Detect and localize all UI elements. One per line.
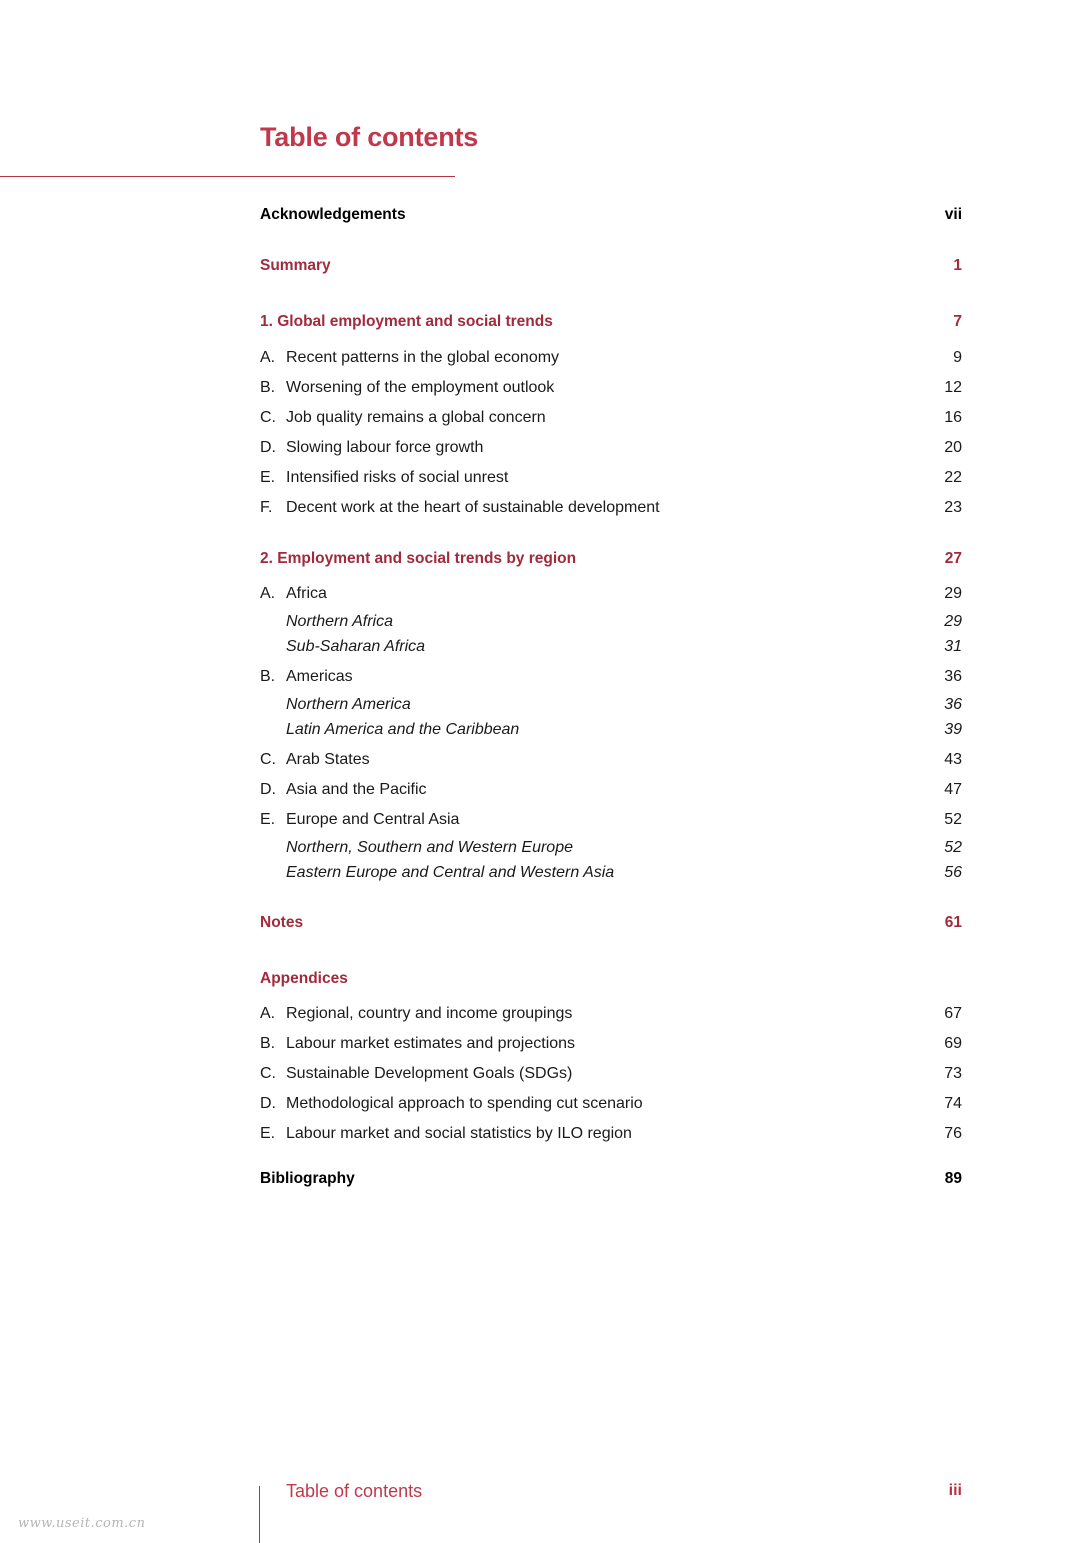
toc-item[interactable] [260,579,962,609]
toc-item[interactable] [260,775,962,805]
toc-entry-notes[interactable] [260,908,962,938]
toc-item-letter: E. [260,469,276,486]
toc-item-page: 74 [944,1095,962,1112]
title-divider [0,176,455,177]
toc-item-letter: A. [260,585,276,602]
watermark: www.useit.com.cn [18,1516,146,1531]
toc-item-page: 69 [944,1035,962,1052]
toc-item-page: 47 [944,781,962,798]
toc-item-label: Labour market and social statistics by ILO region [286,1125,632,1142]
toc-item-page: 43 [944,751,962,768]
table-of-contents [260,200,962,1194]
page-title: Table of contents [260,122,479,152]
toc-subitem[interactable] [260,692,962,717]
toc-subitem-page: 52 [944,839,962,856]
toc-item-letter: C. [260,1065,276,1082]
toc-item-page: 20 [944,439,962,456]
toc-item[interactable] [260,343,962,373]
toc-item-label: Europe and Central Asia [286,811,460,828]
toc-item[interactable] [260,1089,962,1119]
toc-chapter-2[interactable] [260,544,962,574]
toc-item-label: Regional, country and income groupings [286,1005,573,1022]
toc-subitem-label: Sub-Saharan Africa [286,638,426,655]
toc-subitem-page: 39 [944,721,962,738]
toc-item-page: 22 [944,469,962,486]
toc-subitem[interactable] [260,634,962,659]
toc-item-letter: D. [260,1095,276,1112]
toc-subitem[interactable] [260,835,962,860]
toc-item[interactable] [260,403,962,433]
toc-item-letter: F. [260,499,273,516]
footer-page-number: iii [948,1482,962,1499]
toc-appendices-items [260,999,962,1149]
toc-entry-label: 2. Employment and social trends by region [260,550,577,567]
toc-item-letter: C. [260,751,276,768]
toc-item-page: 23 [944,499,962,516]
toc-chapter-1-items [260,343,962,523]
toc-entry-label: 1. Global employment and social trends [260,313,553,330]
toc-item-page: 29 [944,585,962,602]
toc-item-letter: E. [260,811,276,828]
toc-entry-acknowledgements[interactable] [260,200,962,230]
toc-item-label: Recent patterns in the global economy [286,349,560,366]
toc-entry-label: Appendices [260,970,348,987]
toc-entry-page: vii [944,206,962,223]
toc-item-label: Sustainable Development Goals (SDGs) [286,1065,573,1082]
toc-item-page: 73 [944,1065,962,1082]
toc-item-letter: B. [260,1035,276,1052]
toc-item-letter: A. [260,1005,276,1022]
toc-subitem-page: 31 [944,638,962,655]
toc-item-letter: B. [260,668,276,685]
toc-item[interactable] [260,999,962,1029]
toc-item[interactable] [260,373,962,403]
toc-item-letter: D. [260,439,276,456]
toc-entry-page: 61 [944,914,962,931]
toc-item[interactable] [260,1119,962,1149]
toc-item-page: 9 [953,349,962,366]
toc-item-page: 36 [944,668,962,685]
toc-item-page: 12 [944,379,962,396]
toc-item[interactable] [260,1059,962,1089]
toc-subitem-page: 36 [944,696,962,713]
toc-item-label: Job quality remains a global concern [286,409,546,426]
footer-title: Table of contents [286,1481,423,1501]
toc-subitem-label: Eastern Europe and Central and Western Asia [286,864,615,881]
toc-entry-label: Summary [260,257,331,274]
toc-item-label: Slowing labour force growth [286,439,484,456]
toc-item-label: Americas [286,668,353,685]
toc-subitem-label: Northern, Southern and Western Europe [286,839,573,856]
toc-entry-summary[interactable] [260,251,962,281]
toc-subitem[interactable] [260,609,962,634]
toc-item[interactable] [260,662,962,692]
toc-item-page: 67 [944,1005,962,1022]
toc-subitem-label: Latin America and the Caribbean [286,721,520,738]
toc-entry-label: Acknowledgements [260,206,406,223]
toc-entry-bibliography[interactable] [260,1164,962,1194]
toc-item[interactable] [260,1029,962,1059]
toc-item-label: Decent work at the heart of sustainable development [286,499,660,516]
toc-entry-page: 89 [944,1170,962,1187]
toc-chapter-1[interactable] [260,307,962,337]
toc-item[interactable] [260,745,962,775]
toc-chapter-2-items [260,579,962,885]
toc-subitem-label: Northern America [286,696,411,713]
footer-divider [259,1486,260,1543]
toc-item-letter: E. [260,1125,276,1142]
toc-item-page: 52 [944,811,962,828]
toc-entry-appendices[interactable] [260,964,962,994]
toc-item[interactable] [260,463,962,493]
toc-item-letter: D. [260,781,276,798]
toc-item-letter: A. [260,349,276,366]
toc-entry-page: 27 [944,550,962,567]
toc-subitem-page: 56 [944,864,962,881]
toc-entry-page: 7 [953,313,962,330]
toc-item-label: Arab States [286,751,370,768]
toc-entry-label: Bibliography [260,1170,355,1187]
toc-item-label: Africa [286,585,327,602]
toc-entry-label: Notes [260,914,304,931]
toc-item-label: Worsening of the employment outlook [286,379,555,396]
toc-item-letter: C. [260,409,276,426]
toc-subitem-page: 29 [944,613,962,630]
toc-item-page: 16 [944,409,962,426]
toc-entry-page: 1 [953,257,962,274]
toc-subitem[interactable] [260,860,962,885]
toc-subitem[interactable] [260,717,962,742]
toc-item[interactable] [260,433,962,463]
toc-item-label: Labour market estimates and projections [286,1035,576,1052]
toc-item-label: Asia and the Pacific [286,781,427,798]
toc-item[interactable] [260,493,962,523]
toc-item-label: Methodological approach to spending cut scenario [286,1095,643,1112]
toc-item-page: 76 [944,1125,962,1142]
toc-subitem-label: Northern Africa [286,613,393,630]
toc-item-label: Intensified risks of social unrest [286,469,509,486]
toc-item[interactable] [260,805,962,835]
toc-item-letter: B. [260,379,276,396]
